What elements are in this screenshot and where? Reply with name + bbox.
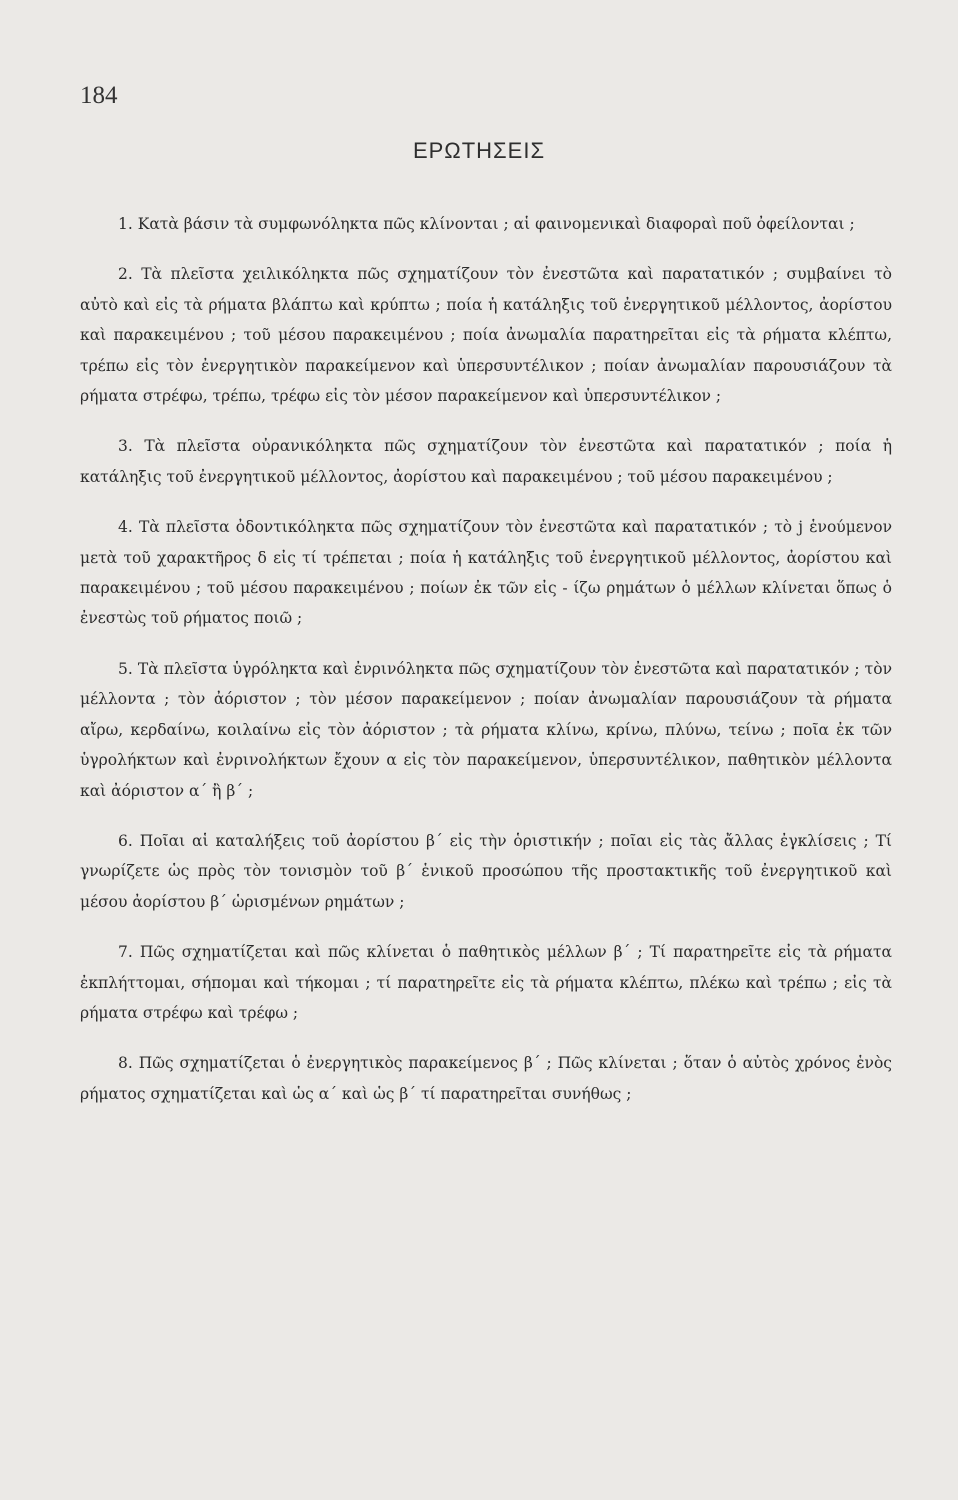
question-number: 1.: [118, 215, 133, 233]
page-title: ΕΡΩΤΗΣΕΙΣ: [412, 138, 546, 163]
question-list: [80, 209, 892, 1129]
question-number: 6.: [118, 831, 133, 850]
question-text: Κατὰ βάσιν τὰ συμφωνόληκτα πῶς κλίνονται ; αἱ φαινομενικαὶ διαφοραὶ ποῦ ὀφείλονται ;: [137, 215, 855, 233]
question-text: Πῶς σχηματίζεται ὁ ἐνεργητικὸς παρακείμενος β΄ ; Πῶς κλίνεται ; ὅταν ὁ αὐτὸς χρόνος ἑνὸς ρήματος σχηματίζεται καὶ ὡς α΄ καὶ ὡς β΄ τί παρατηρεῖται συνήθως ;: [80, 1054, 892, 1103]
question-text: Τὰ πλεῖστα ὑγρόληκτα καὶ ἐνρινόληκτα πῶς σχηματίζουν τὸν ἐνεστῶτα καὶ παρατατικόν ; τὸν μέλλοντα ; τὸν ἀόριστον ; τὸν μέσον παρακείμενον ; ποίαν ἀνωμαλίαν παρουσιάζουν τὰ ρήματα αἴρω, κερδαίνω, κοιλαίνω εἰς τὸν ἀόριστον ; τὰ ρήματα κλίνω, κρίνω, πλύνω, τείνω ; ποῖα ἐκ τῶν ὑγρολήκτων καὶ ἐνρινολήκτων ἔχουν α εἰς τὸν παρακείμενον, ὑπερσυντέλικον, παθητικὸν μέλλοντα καὶ ἀόριστον α΄ ἢ β΄ ;: [80, 659, 892, 800]
question-item: [80, 512, 892, 634]
question-number: 7.: [118, 943, 133, 962]
question-item: [80, 259, 892, 411]
question-number: 5.: [118, 659, 133, 678]
question-number: 2.: [118, 265, 133, 284]
question-text: Πῶς σχηματίζεται καὶ πῶς κλίνεται ὁ παθητικὸς μέλλων β΄ ; Τί παρατηρεῖτε εἰς τὰ ρήματα ἐκπλήττομαι, σήπομαι καὶ τήκομαι ; τί παρατηρεῖτε εἰς τὰ ρήματα κλέπτω, πλέκω καὶ τρέπω ; εἰς τὰ ρήματα στρέφω καὶ τρέφω ;: [80, 943, 892, 1022]
page-number: 184: [80, 82, 118, 109]
question-item: [80, 431, 892, 492]
question-number: 4.: [118, 518, 133, 537]
question-text: Τὰ πλεῖστα ὀδοντικόληκτα πῶς σχηματίζουν τὸν ἐνεστῶτα καὶ παρατατικόν ; τὸ j ἑνούμενον μετὰ τοῦ χαρακτῆρος δ εἰς τί τρέπεται ; ποία ἡ κατάληξις τοῦ ἐνεργητικοῦ μέλλοντος, ἀορίστου καὶ παρακειμένου ; τοῦ μέσου παρακειμένου ; ποίων ἐκ τῶν εἰς - ίζω ρημάτων ὁ μέλλων κλίνεται ὅπως ὁ ἐνεστὼς τοῦ ρήματος ποιῶ ;: [80, 518, 892, 628]
question-item: [80, 654, 892, 806]
question-item: [80, 209, 892, 239]
question-text: Τὰ πλεῖστα οὐρανικόληκτα πῶς σχηματίζουν τὸν ἐνεστῶτα καὶ παρατατικόν ; ποία ἡ κατάληξις τοῦ ἐνεργητικοῦ μέλλοντος, ἀορίστου καὶ παρακειμένου ; τοῦ μέσου παρακειμένου ;: [80, 437, 892, 486]
question-number: 3.: [118, 437, 133, 456]
question-number: 8.: [118, 1054, 133, 1073]
question-text: Τὰ πλεῖστα χειλικόληκτα πῶς σχηματίζουν τὸν ἐνεστῶτα καὶ παρατατικόν ; συμβαίνει τὸ αὐτὸ καὶ εἰς τὰ ρήματα βλάπτω καὶ κρύπτω ; ποία ἡ κατάληξις τοῦ ἐνεργητικοῦ μέλλοντος, ἀορίστου καὶ παρακειμένου ; τοῦ μέσου παρακειμένου ; ποία ἀνωμαλία παρατηρεῖται εἰς τὰ ρήματα κλέπτω, τρέπω εἰς τὸν ἐνεργητικὸν παρακείμενον καὶ ὑπερσυντέλικον ; ποίαν ἀνωμαλίαν παρουσιάζουν τὰ ρήματα στρέφω, τρέπω, τρέφω εἰς τὸν μέσον παρακείμενον καὶ ὑπερσυντέλικον ;: [80, 265, 892, 406]
question-item: [80, 826, 892, 917]
question-item: [80, 1048, 892, 1109]
question-text: Ποῖαι αἱ καταλήξεις τοῦ ἀορίστου β΄ εἰς τὴν ὁριστικήν ; ποῖαι εἰς τὰς ἄλλας ἐγκλίσεις ; Τί γνωρίζετε ὡς πρὸς τὸν τονισμὸν τοῦ β΄ ἑνικοῦ προσώπου τῆς προστακτικῆς τοῦ ἐνεργητικοῦ καὶ μέσου ἀορίστου β΄ ὡρισμένων ρημάτων ;: [80, 831, 892, 911]
question-item: [80, 937, 892, 1028]
